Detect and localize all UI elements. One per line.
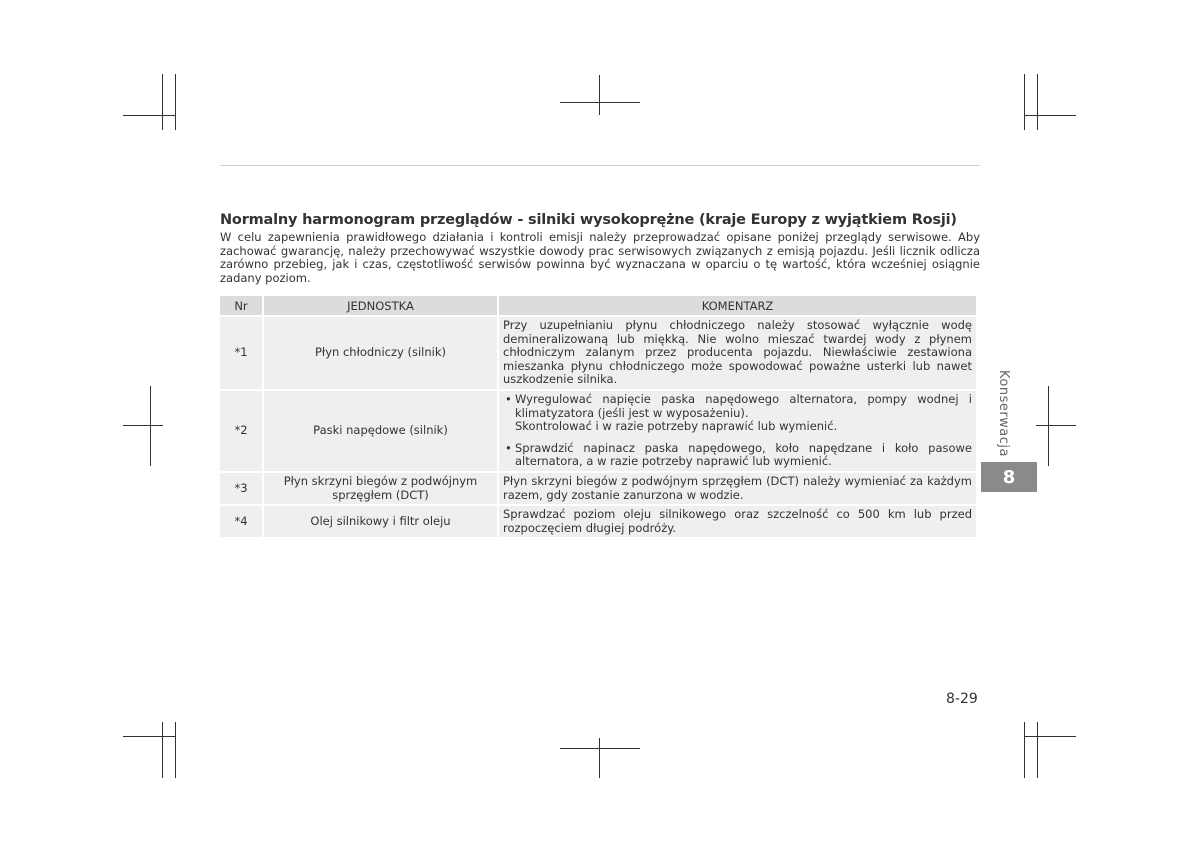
- section-title: Normalny harmonogram przeglądów - silniki wysokoprężne (kraje Europy z wyjątkiem Rosji): [220, 212, 957, 228]
- maintenance-table: [218, 294, 978, 539]
- table-row: [220, 506, 976, 537]
- row-comment: Przy uzupełnianiu płynu chłodniczego należy stosować wyłącznie wodę demineralizowaną lub miękką. Nie wolno mieszać twardej wody z płynem chłodniczym zalanym przez producenta pojazdu. Niewłaściwie zestawiona mieszanka płynu chłodniczego może spowodować poważne usterki lub nawet uszkodzenie silnika.: [499, 317, 976, 389]
- chapter-side-label: [978, 368, 1028, 458]
- row-unit: Płyn chłodniczy (silnik): [264, 317, 497, 389]
- row-unit: Paski napędowe (silnik): [264, 391, 497, 471]
- row-comment: Płyn skrzyni biegów z podwójnym sprzęgłem (DCT) należy wymieniać za każdym razem, gdy zostanie zanurzona w wodzie.: [499, 473, 976, 504]
- row-nr: *3: [220, 473, 262, 504]
- row-nr: *4: [220, 506, 262, 537]
- table-header-row: [220, 296, 976, 315]
- row-comment: [499, 391, 976, 471]
- bullet-item: • Wyregulować napięcie paska napędowego alternatora, pompy wodnej i klimatyzatora (jeśli jest w wyposażeniu).: [503, 393, 972, 420]
- row-nr: *2: [220, 391, 262, 471]
- header-unit: JEDNOSTKA: [264, 296, 497, 315]
- header-rule: [220, 165, 980, 166]
- chapter-label-text: Konserwacja: [995, 369, 1011, 457]
- page-number: 8-29: [946, 691, 978, 707]
- table-row: [220, 473, 976, 504]
- row-comment: Sprawdzać poziom oleju silnikowego oraz szczelność co 500 km lub przed rozpoczęciem długiej podróży.: [499, 506, 976, 537]
- bullet-item: • Sprawdzić napinacz paska napędowego, koło napędzane i koło pasowe alternatora, a w razie potrzeby naprawić lub wymienić.: [503, 442, 972, 469]
- header-nr: Nr: [220, 296, 262, 315]
- row-unit: Olej silnikowy i filtr oleju: [264, 506, 497, 537]
- row-unit: Płyn skrzyni biegów z podwójnym sprzęgłem (DCT): [264, 473, 497, 504]
- intro-paragraph: W celu zapewnienia prawidłowego działania i kontroli emisji należy przeprowadzać opisane poniżej przeglądy serwisowe. Aby zachować gwarancję, należy przechowywać wszystkie dowody prac serwisowych związanych z emisją pojazdu. Jeśli licznik odlicza zarówno przebieg, jak i czas, częstotliwość serwisów powinna być wyznaczana w oparciu o tę wartość, która wcześniej osiągnie zadany poziom.: [220, 230, 980, 285]
- header-comment: KOMENTARZ: [499, 296, 976, 315]
- row-nr: *1: [220, 317, 262, 389]
- chapter-number-tab: 8: [981, 462, 1037, 492]
- table-row: [220, 317, 976, 389]
- bullet-continuation: Skontrolować i w razie potrzeby naprawić lub wymienić.: [515, 419, 838, 434]
- table-row: [220, 391, 976, 471]
